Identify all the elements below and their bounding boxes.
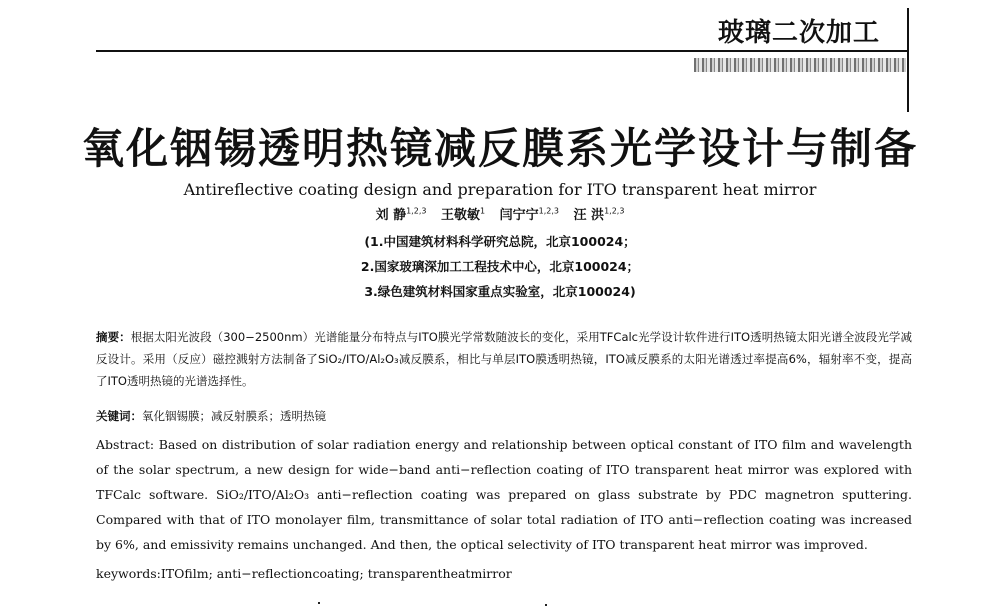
keywords-cn bbox=[96, 408, 912, 424]
scan-speck bbox=[545, 604, 547, 606]
header-vertical-rule bbox=[907, 8, 909, 112]
article-title-en: Antireflective coating design and preparation for ITO transparent heat mirror bbox=[183, 180, 817, 199]
decorative-strip bbox=[694, 58, 906, 72]
affiliation: 3.绿色建筑材料国家重点实验室，北京100024) bbox=[364, 284, 636, 299]
author: 刘 静$^{1,2,3}$ bbox=[375, 206, 427, 223]
affiliation: (1.中国建筑材料科学研究总院，北京100024； bbox=[364, 234, 636, 249]
abstract-en: Abstract: Based on distribution of solar radiation energy and relationship between optical constant of ITO film and wavelength of the solar spectrum, a new design for wide−band anti−reflection coating of ITO transparent heat mirror was explored with TFCalc software. SiO₂/ITO/Al₂O₃ anti−reflection coating was prepared on glass substrate by PDC magnetron sputtering. Compared with that of ITO monolayer film, transmittance of solar total radiation of ITO anti−reflection coating was increased by 6%, and emissivity remains unchanged. And then, the optical selectivity of ITO transparent heat mirror was improved. bbox=[96, 437, 912, 552]
abstract-cn-text: 根据太阳光波段（300−2500nm）光谱能量分布特点与ITO膜光学常数随波长的变化，采用TFCalc光学设计软件进行ITO透明热镜太阳光谱全波段光学减反设计。采用（反应）磁控溅射方法制备了SiO₂/ITO/Al₂O₃减反膜系，相比与单层ITO膜透明热镜，ITO减反膜系的太阳光谱透过率提高6%，辐射率不变，提高了ITO透明热镜的光谱选择性。 bbox=[96, 330, 912, 388]
author-list bbox=[0, 204, 1000, 223]
affiliation: 2.国家玻璃深加工工程技术中心，北京100024； bbox=[360, 259, 640, 274]
article-title: 氧化铟锡透明热镜减反膜系光学设计与制备 bbox=[81, 124, 918, 173]
keywords-cn-text: 氧化铟锡膜；减反射膜系；透明热镜 bbox=[142, 409, 326, 423]
keywords-en: keywords:ITOfilm; anti−reflectioncoating; transparentheatmirror bbox=[96, 566, 512, 581]
abstract-cn-label: 摘要： bbox=[96, 330, 131, 344]
header-rule bbox=[96, 50, 908, 52]
author: 汪 洪$^{1,2,3}$ bbox=[573, 206, 625, 223]
keywords-cn-label: 关键词： bbox=[96, 409, 142, 423]
author: 王敬敏$^1$ bbox=[440, 206, 486, 223]
abstract-cn bbox=[96, 326, 912, 392]
scan-speck bbox=[318, 602, 320, 604]
author: 闫宁宁$^{1,2,3}$ bbox=[499, 206, 559, 223]
section-tag: 玻璃二次加工 bbox=[717, 18, 880, 48]
